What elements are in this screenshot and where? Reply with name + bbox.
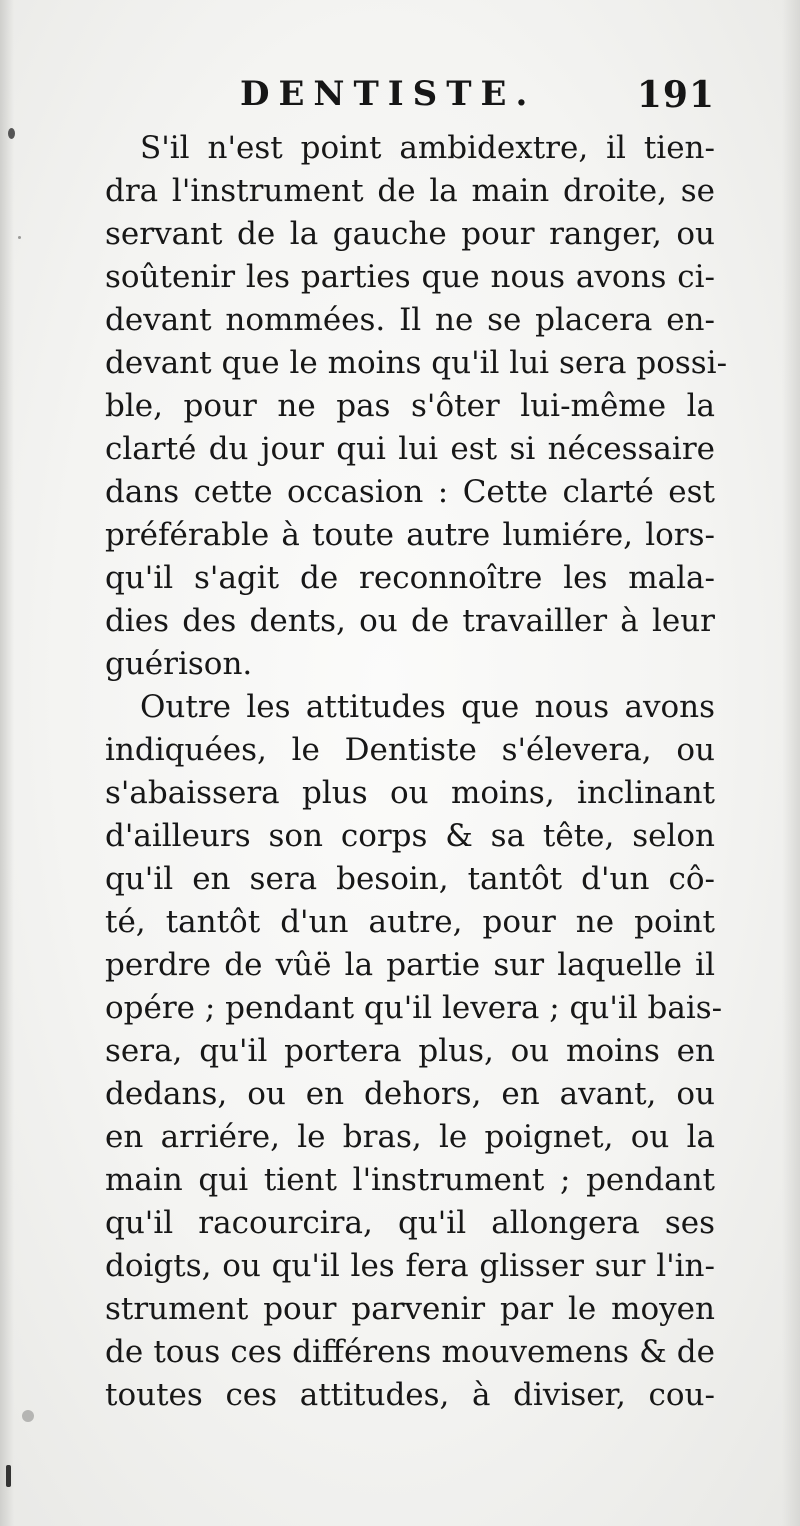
text-line: dies des dents, ou de travailler à leur — [105, 603, 715, 639]
text-line: qu'il racourcira, qu'il allongera ses — [105, 1205, 715, 1241]
paragraph — [105, 127, 728, 686]
text-line: sera, qu'il portera plus, ou moins en — [105, 1033, 715, 1069]
paper-speck — [8, 128, 15, 139]
text-line: toutes ces attitudes, à diviser, cou- — [105, 1377, 715, 1413]
text-line: qu'il s'agit de reconnoître les mala- — [105, 560, 715, 596]
text-line: ble, pour ne pas s'ôter lui-même la — [105, 388, 715, 424]
text-line: dans cette occasion : Cette clarté est — [105, 474, 715, 510]
text-line: devant nommées. Il ne se placera en- — [105, 302, 715, 338]
text-line: s'abaissera plus ou moins, inclinant — [105, 775, 715, 811]
text-line: Outre les attitudes que nous avons — [140, 689, 715, 725]
running-head-title: DENTISTE. — [240, 74, 537, 114]
text-line: doigts, ou qu'il les fera glisser sur l'in- — [105, 1248, 715, 1284]
text-line: opére ; pendant qu'il levera ; qu'il bais- — [105, 990, 723, 1026]
page-number: 191 — [636, 74, 715, 116]
text-line: té, tantôt d'un autre, pour ne point — [105, 904, 715, 940]
text-line: dra l'instrument de la main droite, se — [105, 173, 715, 209]
text-line: soûtenir les parties que nous avons ci- — [105, 259, 715, 295]
paper-speck — [22, 1410, 34, 1422]
text-line: perdre de vûë la partie sur laquelle il — [105, 947, 715, 983]
text-line: main qui tient l'instrument ; pendant — [105, 1162, 715, 1198]
text-line: guérison. — [105, 646, 253, 682]
text-line: en arriére, le bras, le poignet, ou la — [105, 1119, 715, 1155]
text-line: préférable à toute autre lumiére, lors- — [105, 517, 715, 553]
paper-speck — [6, 1465, 11, 1487]
paragraph — [105, 686, 723, 1417]
paper-speck — [18, 236, 21, 239]
running-head — [105, 74, 715, 124]
text-line: qu'il en sera besoin, tantôt d'un cô- — [105, 861, 715, 897]
text-line: clarté du jour qui lui est si nécessaire — [105, 431, 715, 467]
page-left-edge — [0, 0, 14, 1526]
text-line: d'ailleurs son corps & sa tête, selon — [105, 818, 715, 854]
text-line: S'il n'est point ambidextre, il tien- — [140, 130, 715, 166]
text-line: de tous ces différens mouvemens & de — [105, 1334, 715, 1370]
text-line: servant de la gauche pour ranger, ou — [105, 216, 715, 252]
text-line: dedans, ou en dehors, en avant, ou — [105, 1076, 715, 1112]
text-line: devant que le moins qu'il lui sera possi- — [105, 345, 728, 381]
page-right-edge — [782, 0, 800, 1526]
text-line: indiquées, le Dentiste s'élevera, ou — [105, 732, 715, 768]
body-text — [105, 127, 728, 1417]
text-line: strument pour parvenir par le moyen — [105, 1291, 715, 1327]
